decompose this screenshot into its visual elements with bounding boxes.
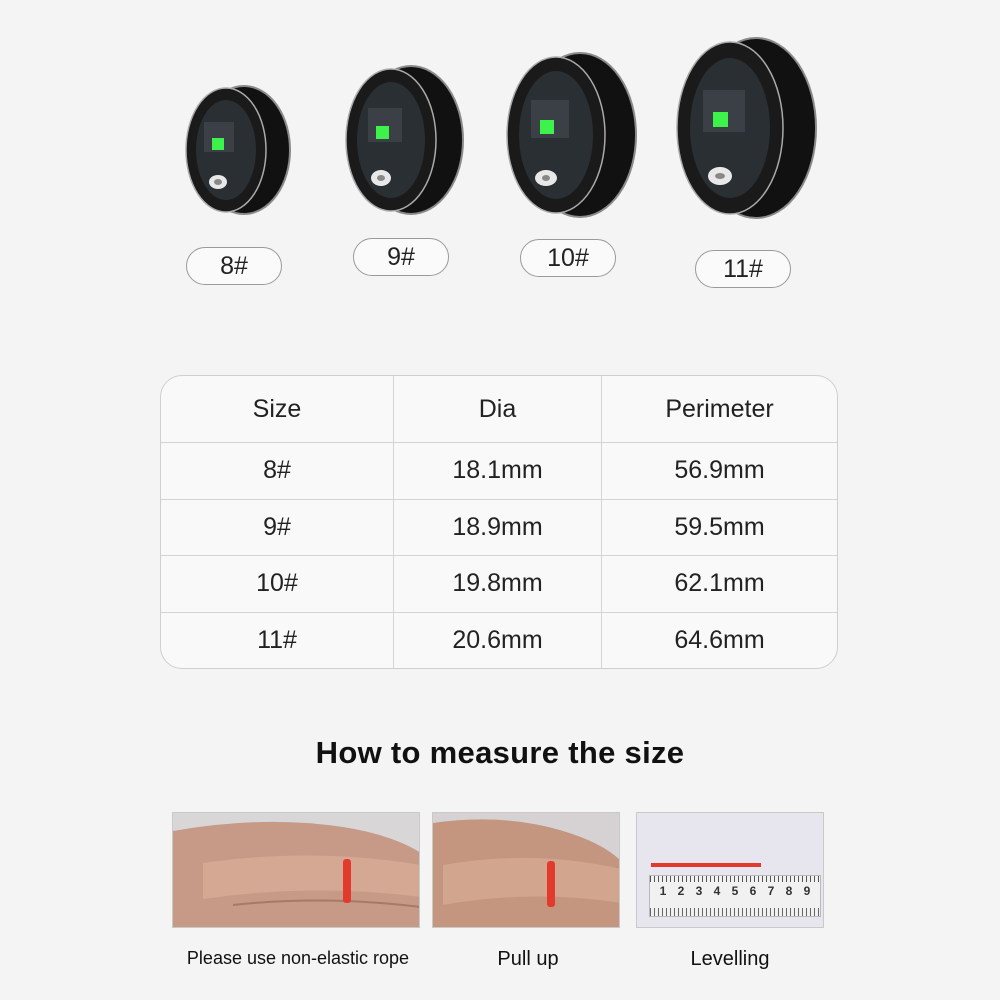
cell-dia: 18.1mm (394, 443, 602, 500)
table-row (161, 499, 837, 556)
ruler-number: 2 (677, 884, 685, 898)
smart-ring-icon (668, 34, 818, 224)
header-dia: Dia (394, 376, 602, 443)
cell-dia: 20.6mm (394, 612, 602, 668)
smart-ring-icon (174, 78, 294, 223)
header-size: Size (161, 376, 394, 443)
table-row (161, 443, 837, 500)
ruler-number: 3 (695, 884, 703, 898)
ruler-number: 5 (731, 884, 739, 898)
cell-size: 8# (161, 443, 394, 500)
rope-length-line (651, 863, 761, 867)
table-header-row (161, 376, 837, 443)
smart-ring-icon (498, 48, 638, 223)
ring-item-8 (174, 78, 294, 285)
header-perimeter: Perimeter (602, 376, 838, 443)
ring-item-11 (668, 34, 818, 288)
step-image-levelling-ruler (636, 812, 824, 928)
step-image-rope-on-finger (172, 812, 420, 928)
ruler (649, 875, 821, 917)
cell-perimeter: 64.6mm (674, 625, 765, 654)
ruler-number: 8 (785, 884, 793, 898)
smart-ring-icon (336, 60, 466, 220)
step-image-pull-up (432, 812, 620, 928)
cell-perimeter: 56.9mm (602, 443, 838, 500)
ruler-number: 4 (713, 884, 721, 898)
ring-size-showcase (0, 0, 1000, 300)
step-caption-rope: Please use non-elastic rope (186, 948, 410, 968)
ruler-number: 6 (749, 884, 757, 898)
ring-item-10 (498, 48, 638, 277)
ruler-ticks (650, 876, 820, 882)
table-row (161, 556, 837, 613)
how-to-measure-title: How to measure the size (315, 735, 685, 770)
size-label-pill: 11# (695, 250, 791, 288)
ruler-ticks-bottom (650, 908, 820, 916)
ruler-number: 7 (767, 884, 775, 898)
cell-perimeter: 62.1mm (602, 556, 838, 613)
hand-with-rope-icon (173, 813, 420, 928)
cell-dia: 18.9mm (394, 499, 602, 556)
step-caption-pull-up: Pull up (497, 948, 559, 970)
cell-size: 11# (161, 612, 394, 668)
cell-perimeter: 59.5mm (602, 499, 838, 556)
cell-size: 9# (161, 499, 394, 556)
cell-size: 10# (161, 556, 394, 613)
hand-pull-rope-icon (433, 813, 620, 928)
size-label-pill: 8# (186, 247, 282, 285)
size-table (160, 375, 838, 669)
size-label-pill: 10# (520, 239, 616, 277)
size-label-pill: 9# (353, 238, 449, 276)
table-row (161, 612, 837, 668)
ring-item-9 (336, 60, 466, 276)
cell-dia: 19.8mm (394, 556, 602, 613)
step-caption-levelling: Levelling (690, 948, 770, 970)
ruler-number: 9 (803, 884, 811, 898)
ruler-number: 1 (659, 884, 667, 898)
